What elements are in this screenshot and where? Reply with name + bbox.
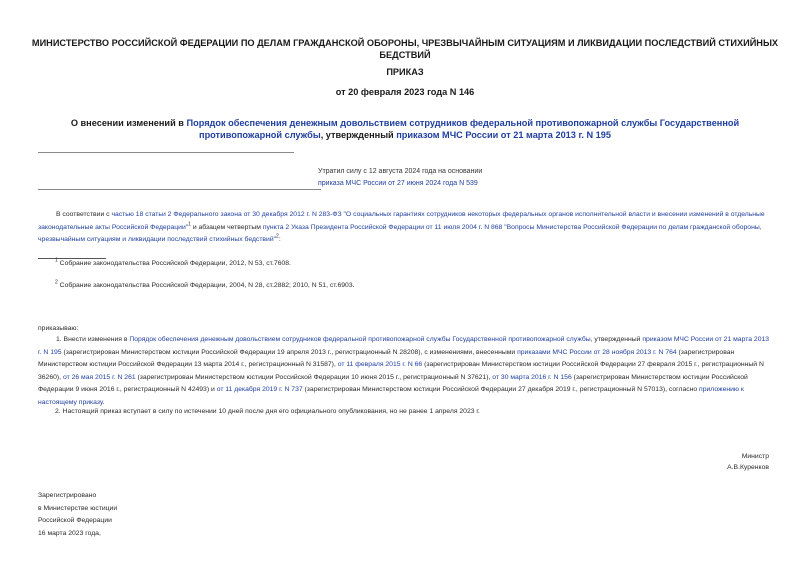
order-date: от 20 февраля 2023 года N 146: [335, 87, 475, 97]
divider-bottom: [38, 189, 321, 190]
footnote-1-number: 1: [55, 257, 58, 264]
title-middle: , утвержденный: [320, 130, 397, 140]
item-2: 2. Настоящий приказ вступает в силу по истечении 10 дней после дня его официального опубликования, но не ранее 1 апреля 2023 г.: [55, 408, 480, 415]
item1-text-9: .: [102, 398, 105, 406]
signer-role: Министр: [741, 453, 769, 460]
basis-paragraph: [38, 209, 773, 247]
item1-text-5: (зарегистрирован Министерством юстиции Российской Федерации 27 февраля 2015 г., регистрационный N 36260),: [38, 361, 764, 381]
registration-line-1: Зарегистрировано: [38, 492, 97, 499]
registration-line-3: Российской Федерации: [38, 517, 112, 524]
footnote-2: [55, 280, 355, 293]
item1-appendix-link[interactable]: приложению к настоящему приказу: [38, 386, 744, 406]
federal-law-link[interactable]: частью 18 статьи 2 Федерального закона от 30 декабря 2012 г. N 283-ФЗ "О социальных гарантиях сотрудников некоторых федеральных органов исполнительной власти и внесении изменений в отдельные законодательные акты Российской Федерации": [38, 211, 765, 231]
lost-force-text: Утратил силу с 12 августа 2024 года на основании: [318, 168, 483, 175]
registration-line-2: в Министерстве юстиции: [38, 504, 118, 512]
item1-text-1: 1. Внести изменения в: [56, 336, 130, 343]
item1-text-2: , утвержденный: [590, 336, 643, 343]
footnote-1-text: Собрание законодательства Российской Федерации, 2012, N 53, ст.7608.: [57, 260, 291, 267]
footnote-ref-2[interactable]: 2: [276, 233, 279, 240]
order-label: ПРИКАЗ: [386, 67, 424, 77]
item1-text-8: (зарегистрирован Министерством юстиции Российской Федерации 27 декабря 2019 г., регистрационный N 57013), согласно: [302, 386, 700, 393]
item1-procedure-link[interactable]: Порядок обеспечения денежным довольствием сотрудников федеральной противопожарной службы Государственной противопожарной службы: [129, 336, 591, 343]
item1-text-4: (зарегистрирован Министерством юстиции Российской Федерации 13 марта 2014 г., регистрационный N 31587),: [38, 348, 735, 368]
decree-link[interactable]: пункта 2 Указа Президента Российской Федерации от 11 июля 2004 г. N 868 "Вопросы Министерства Российской Федерации по делам гражданской обороны, чрезвычайным ситуациям и ликвидации последствий стихийных бедствий": [38, 223, 762, 243]
footnote-1: [55, 258, 291, 271]
order-539-link[interactable]: приказа МЧС России от 27 июня 2024 года N 539: [318, 180, 478, 187]
item1-text-6: (зарегистрирован Министерством юстиции Российской Федерации 10 июня 2015 г., регистрационный N 37621),: [135, 373, 493, 381]
registration-line-4: 16 марта 2023 года,: [38, 529, 101, 537]
title-prefix: О внесении изменений в: [70, 118, 187, 128]
item-1: [38, 334, 773, 409]
basis-text-3: :: [278, 236, 281, 243]
item1-text-3: (зарегистрирован Министерством юстиции Российской Федерации 19 апреля 2013 г., регистрационный N 28208), с изменениями, внесенными: [61, 348, 518, 356]
footnote-2-text: Собрание законодательства Российской Федерации, 2004, N 28, ст.2882; 2010, N 51, ст.6903.: [57, 282, 355, 289]
item1-order-764-link[interactable]: приказами МЧС России от 28 ноября 2013 г. N 764: [517, 348, 677, 356]
item1-order-195-link[interactable]: приказом МЧС России от 21 марта 2013 г. N 195: [38, 336, 770, 356]
signer-name: А.В.Куренков: [727, 464, 769, 471]
order-195-link[interactable]: приказом МЧС России от 21 марта 2013 г. N 195: [396, 130, 611, 140]
basis-text-2: и абзацем четвертым: [190, 223, 263, 231]
item1-order-156-link[interactable]: от 30 марта 2016 г. N 156: [492, 373, 572, 381]
procedure-link[interactable]: Порядок обеспечения денежным довольствием сотрудников федеральной противопожарной службы Государственной противопожарной службы: [186, 118, 740, 140]
lost-force-note: [318, 166, 482, 190]
basis-text-1: В соответствии с: [56, 211, 112, 218]
document-title: [30, 117, 780, 141]
item1-order-737-link[interactable]: от 11 декабря 2019 г. N 737: [216, 386, 303, 393]
ministry-heading: МИНИСТЕРСТВО РОССИЙСКОЙ ФЕДЕРАЦИИ ПО ДЕЛАМ ГРАЖДАНСКОЙ ОБОРОНЫ, ЧРЕЗВЫЧАЙНЫМ СИТУАЦИЯМ И ЛИКВИДАЦИИ ПОСЛЕДСТВИЙ СТИХИЙНЫХ БЕДСТВИЙ: [31, 38, 779, 60]
footnote-ref-1[interactable]: 1: [188, 221, 191, 228]
registration-block: [38, 490, 117, 540]
footnote-2-number: 2: [55, 279, 58, 286]
item1-order-66-link[interactable]: от 11 февраля 2015 г. N 66: [337, 361, 423, 368]
item1-order-261-link[interactable]: от 26 мая 2015 г. N 261: [62, 373, 136, 381]
order-word: приказываю:: [38, 325, 79, 332]
item1-text-7: (зарегистрирован Министерством юстиции Российской Федерации 9 июня 2016 г., регистрационный N 42493) и: [38, 373, 748, 393]
divider-top: [38, 152, 294, 153]
